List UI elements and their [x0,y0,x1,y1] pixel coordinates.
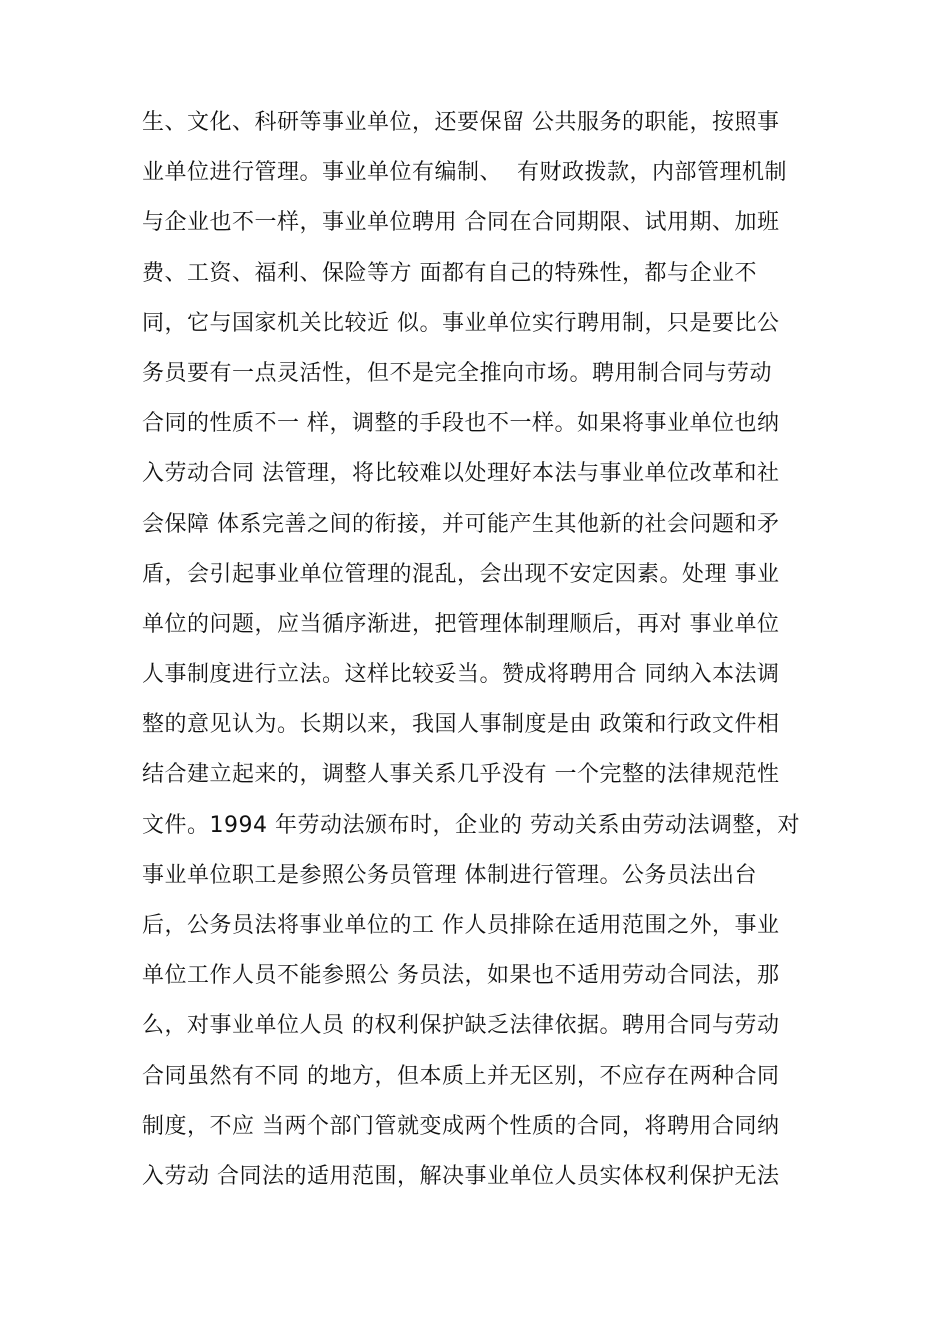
text-line: 与企业也不一样，事业单位聘用 合同在合同期限、试用期、加班 [142,210,780,236]
text-line: 费、工资、福利、保险等方 面都有自己的特殊性，都与企业不 [142,260,757,286]
text-line: 会保障 体系完善之间的衔接，并可能产生其他新的社会问题和矛 [142,511,780,537]
text-line: 事业单位职工是参照公务员管理 体制进行管理。公务员法出台 [142,862,757,888]
text-line: 结合建立起来的，调整人事关系几乎没有 一个完整的法律规范性 [142,762,780,788]
text-line: 人事制度进行立法。这样比较妥当。赞成将聘用合 同纳入本法调 [142,662,780,688]
text-line: 文件。1994 年劳动法颁布时，企业的 劳动关系由劳动法调整，对 [142,812,800,838]
text-line: 同，它与国家机关比较近 似。事业单位实行聘用制，只是要比公 [142,310,780,336]
text-line: 后，公务员法将事业单位的工 作人员排除在适用范围之外，事业 [142,913,780,938]
text-line: 单位工作人员不能参照公 务员法，如果也不适用劳动合同法，那 [142,963,780,989]
text-line: 单位的问题，应当循序渐进，把管理体制理顺后，再对 事业单位 [142,611,780,637]
text-line: 盾，会引起事业单位管理的混乱，会出现不安定因素。处理 事业 [142,561,780,587]
text-line: 制度，不应 当两个部门管就变成两个性质的合同，将聘用合同纳 [142,1113,780,1139]
text-line: 合同的性质不一 样，调整的手段也不一样。如果将事业单位也纳 [142,411,780,437]
text-line: 合同虽然有不同 的地方，但本质上并无区别，不应存在两种合同 [142,1063,780,1089]
text-line: 生、文化、科研等事业单位，还要保留 公共服务的职能，按照事 [142,110,780,135]
text-line: 入劳动合同 法管理，将比较难以处理好本法与事业单位改革和社 [142,461,780,487]
text-line: 入劳动 合同法的适用范围，解决事业单位人员实体权利保护无法 [142,1163,780,1189]
text-line: 务员要有一点灵活性，但不是完全推向市场。聘用制合同与劳动 [142,360,773,386]
text-line: 整的意见认为。长期以来，我国人事制度是由 政策和行政文件相 [142,712,780,738]
text-line: 么，对事业单位人员 的权利保护缺乏法律依据。聘用合同与劳动 [142,1013,780,1039]
body-text [142,98,832,1202]
text-line: 业单位进行管理。事业单位有编制、 有财政拨款，内部管理机制 [142,160,787,186]
